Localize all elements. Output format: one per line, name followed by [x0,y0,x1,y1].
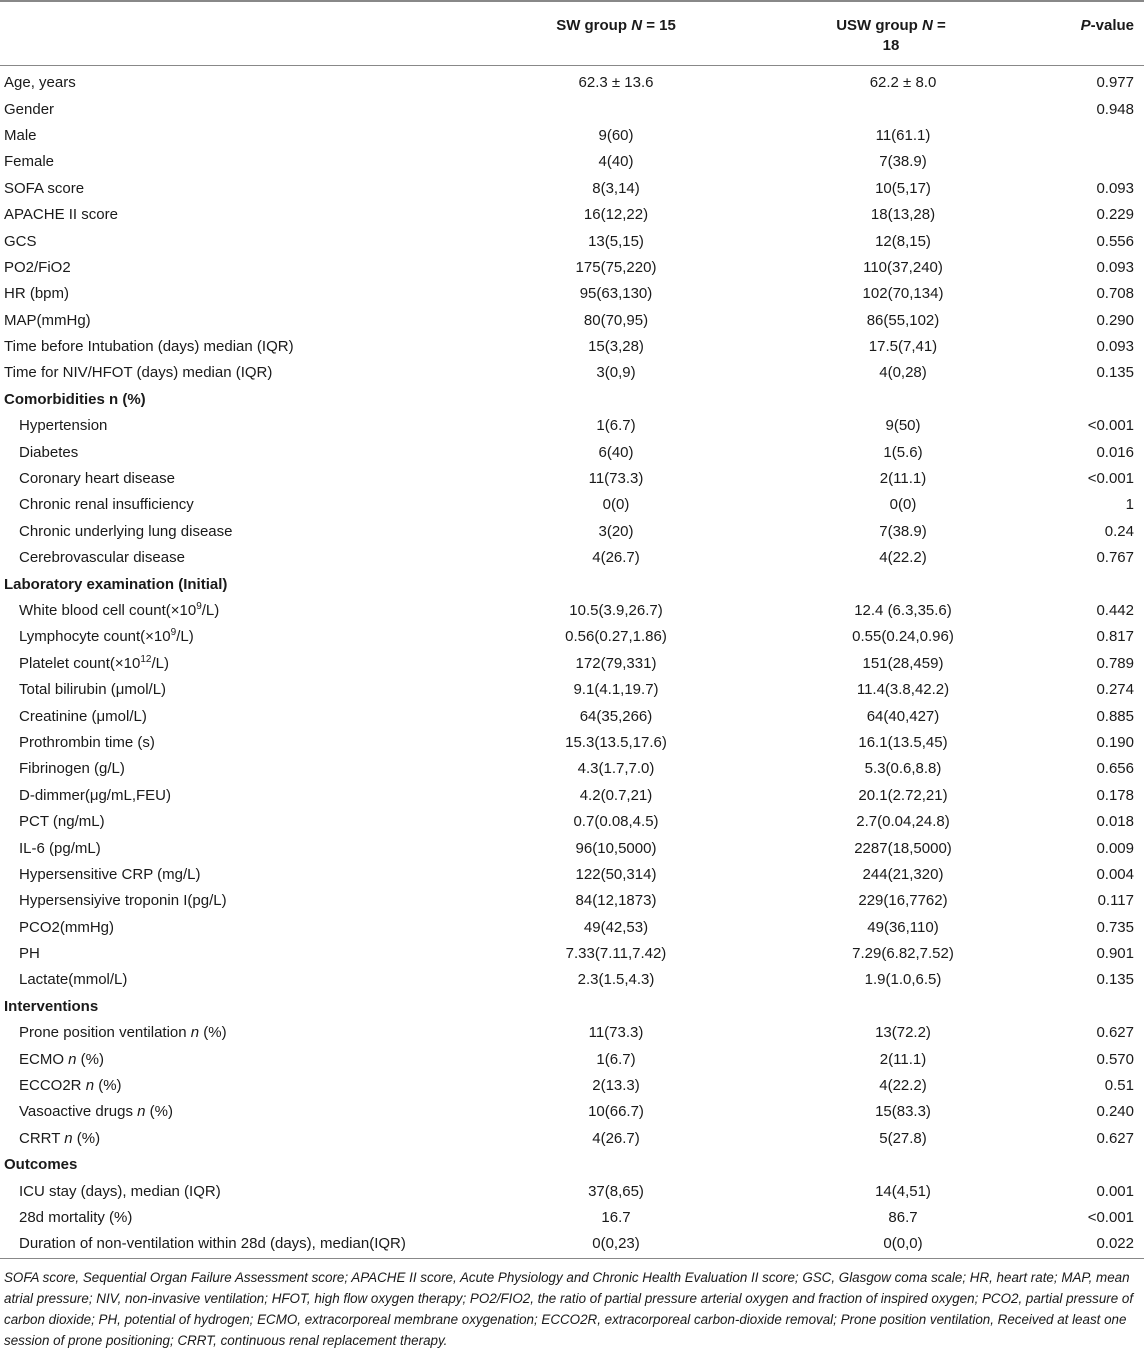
usw-value: 49(36,110) [867,918,939,936]
usw-value: 5(27.8) [879,1129,927,1147]
section-label: Laboratory examination (Initial) [4,575,228,593]
usw-value: 4(0,28) [879,364,927,382]
table-row [0,149,1144,175]
usw-value: 110(37,240) [863,258,943,276]
row-label: Female [4,153,55,171]
p-value: 0.016 [1096,443,1134,461]
row-label: APACHE II score [4,206,118,224]
p-value: <0.001 [1087,470,1134,488]
row-label: Total bilirubin (μmol/L) [19,681,167,699]
sw-value: 37(8,65) [588,1182,644,1200]
row-label: Vasoactive drugs n (%) [19,1103,173,1121]
usw-value: 0(0,0) [776,1231,1030,1258]
row-label: MAP(mmHg) [4,311,91,329]
sw-value: 2(13.3) [592,1077,640,1095]
usw-value: 11(61.1) [875,126,931,144]
table-row [0,941,1144,967]
row-label: Coronary heart disease [19,470,175,488]
sw-value: 84(12,1873) [575,892,657,910]
sw-value: 4(26.7) [592,549,640,567]
usw-value: 1(5.6) [883,443,923,461]
sw-value: 4.3(1.7,7.0) [577,760,655,778]
table-row [0,862,1144,888]
usw-value: 86(55,102) [866,311,940,329]
p-value: 0.627 [1096,1024,1134,1042]
p-value: 1 [1125,496,1134,514]
usw-value [776,387,1030,413]
table-row [0,308,1144,334]
table-row [0,123,1144,149]
p-value: 0.190 [1096,733,1134,751]
usw-value [776,571,1030,597]
usw-value: 151(28,459) [862,654,944,672]
row-label: Hypersensiyive troponin I(pg/L) [19,892,227,910]
row-label: Diabetes [19,443,79,461]
row-label: Chronic renal insufficiency [19,496,194,514]
sw-value: 3(20) [598,522,634,540]
p-value: 0.229 [1096,206,1134,224]
p-value: 0.093 [1096,338,1134,356]
usw-value: 10(5,17) [875,179,931,197]
usw-value: 4(22.2) [879,549,927,567]
usw-value: 15(83.3) [875,1103,931,1121]
p-value: 0.135 [1096,364,1134,382]
p-value: <0.001 [1087,417,1134,435]
row-label: Fibrinogen (g/L) [19,760,125,778]
p-value: 0.135 [1096,971,1134,989]
row-label: GCS [4,232,37,250]
row-label: PH [19,945,40,963]
table-row [0,228,1144,254]
row-label: Time before Intubation (days) median (IQR) [4,338,294,356]
sw-value: 122(50,314) [575,865,657,883]
table-footnote: SOFA score, Sequential Organ Failure Assessment score; APACHE II score, Acute Physiology and Chronic Health Evaluation II score; GSC, Glasgow coma scale; HR, heart rate; MAP, mean atrial pressure; NIV, non-invasive ventilation; HFOT, high flow oxygen therapy; PO2/FIO2, the ratio of partial pressure arterial oxygen and fraction of inspired oxygen; PCO2, partial pressure of carbon dioxide; PH, potential of hydrogen; ECMO, extracorporeal membrane oxygenation; ECCO2R, extracorporeal carbon-dioxide removal; Prone position ventilation, Received at least one session of prone positioning; CRRT, continuous renal replacement therapy. [4,1269,1134,1348]
p-value: 0.004 [1096,865,1134,883]
row-label: Chronic underlying lung disease [19,522,233,540]
sw-value: 0(0) [602,496,630,514]
table-row [0,334,1144,360]
usw-value [776,96,1030,122]
usw-value: 20.1(2.72,21) [858,786,948,804]
usw-value [776,1152,1030,1178]
usw-value: 0(0) [889,496,917,514]
usw-value [776,994,1030,1020]
p-value: 0.977 [1096,74,1134,92]
row-label: Hypersensitive CRP (mg/L) [19,865,201,883]
sw-value: 6(40) [598,443,634,461]
table-row [0,492,1144,518]
p-value: 0.009 [1096,839,1134,857]
usw-value: 11.4(3.8,42.2) [856,681,950,699]
p-value: 0.51 [1104,1077,1134,1095]
sw-value: 172(79,331) [575,654,657,672]
p-value [1030,387,1144,413]
table-row [0,466,1144,492]
p-value: 0.767 [1096,549,1134,567]
table-row [0,783,1144,809]
p-value [1030,149,1144,175]
row-label: Gender [4,100,55,118]
p-value: 0.656 [1096,760,1134,778]
section-label: Outcomes [4,1156,78,1174]
table-row [0,1099,1144,1125]
usw-value: 14(4,51) [875,1182,931,1200]
p-value: 0.178 [1096,786,1134,804]
row-label: Platelet $count(\times 10^{12}/L)$ [19,653,169,672]
p-value: 0.117 [1097,892,1134,910]
table-row [0,756,1144,782]
sw-value: 4.2(0.7,21) [579,786,653,804]
table-row [0,413,1144,439]
row-label: PCT (ng/mL) [19,813,105,831]
table-row [0,677,1144,703]
row-label: Prothrombin time (s) [19,733,155,751]
sw-value: 1(6.7) [596,417,636,435]
row-label: HR (bpm) [4,285,70,303]
sw-value: 1(6.7) [596,1050,636,1068]
sw-value: 80(70,95) [583,311,649,329]
table-row [0,1126,1144,1152]
row-label: CRRT n (%) [19,1129,101,1147]
sw-value: 10(66.7) [588,1103,644,1121]
table-row [0,1231,1144,1258]
row-label: ECMO n (%) [19,1050,105,1068]
sw-value: 175(75,220) [575,258,657,276]
sw-value [456,994,776,1020]
row-label: Prone position ventilation n (%) [19,1024,227,1042]
usw-value: 229(16,7762) [858,892,948,910]
p-value: 0.708 [1096,285,1134,303]
table-row [0,519,1144,545]
sw-value: 10.5(3.9,26.7) [569,602,663,619]
p-value: 0.627 [1096,1129,1134,1147]
table-row [0,1073,1144,1099]
header-variable [0,2,456,66]
sw-value [456,387,776,413]
usw-value: 1.9(1.0,6.5) [864,971,942,989]
sw-value: 64(35,266) [579,707,653,725]
p-value: 0.556 [1096,232,1134,250]
sw-value: 16.7 [601,1208,631,1226]
p-value: 0.018 [1096,813,1134,831]
usw-value: 4(22.2) [879,1077,927,1095]
usw-value: 12.4 (6.3,35.6) [854,602,952,619]
p-value: 0.735 [1096,918,1134,936]
row-label: Duration of non-ventilation within 28d (days), median(IQR) [0,1231,456,1258]
usw-value: 86.7 [888,1208,918,1226]
table-row [0,703,1144,729]
row-label: Lymphocyte $count(\times 10^9/L)$ [19,627,194,646]
table-row [0,281,1144,307]
row-label: ECCO2R n (%) [19,1077,122,1095]
usw-value: 62.2 ± 8.0 [869,74,937,92]
usw-value: 12(8,15) [875,232,931,250]
sw-value: 96(10,5000) [575,839,657,857]
section-header-row [0,994,1144,1020]
row-label: Hypertension [19,417,108,435]
p-value: 0.001 [1096,1182,1134,1200]
table-row [0,176,1144,202]
sw-value [456,571,776,597]
p-value: 0.817 [1096,628,1134,646]
sw-value: 8(3,14) [592,179,640,197]
p-value: 0.948 [1096,100,1134,118]
table-header [0,1,1144,66]
table-row [0,809,1144,835]
p-value: 0.789 [1096,654,1134,672]
row-label: D-dimmer(μg/mL,FEU) [19,786,171,804]
p-value: 0.274 [1096,681,1134,699]
table-row [0,545,1144,571]
row-label: Age, years [4,74,76,92]
usw-value: 18(13,28) [870,206,936,224]
section-header-row [0,1152,1144,1178]
sw-value: 11(73.3) [588,470,644,488]
p-value [1030,571,1144,597]
row-label: IL-6 (pg/mL) [19,839,101,857]
table-row [0,439,1144,465]
section-header-row [0,571,1144,597]
sw-value: 4(40) [598,153,634,171]
header-p-value: P-value [1030,2,1144,66]
header-sw-group: SW group N = 15 [456,2,776,66]
table-row [0,598,1144,624]
table-row [0,202,1144,228]
p-value: 0.290 [1096,311,1134,329]
p-value: 0.901 [1096,945,1134,963]
table-row [0,967,1144,993]
usw-value: 2(11.1) [879,470,927,488]
p-value: 0.093 [1096,258,1134,276]
row-label: Cerebrovascular disease [19,549,185,567]
sw-value: 15.3(13.5,17.6) [565,733,667,751]
sw-value: 62.3 ± 13.6 [578,74,654,92]
p-value: 0.885 [1096,707,1134,725]
row-label: PO2/FiO2 [4,258,71,276]
sw-value: 0.7(0.08,4.5) [573,813,659,831]
row-label: SOFA score [4,179,85,197]
sw-value: 13(5,15) [588,232,644,250]
p-value: 0.093 [1096,179,1134,197]
table-row [0,255,1144,281]
p-value: 0.022 [1030,1231,1144,1258]
sw-value: 2.3(1.5,4.3) [577,971,655,989]
usw-value: 5.3(0.6,8.8) [864,760,942,778]
row-label: Male [4,126,37,144]
table-row [0,651,1144,677]
usw-value: 13(72.2) [875,1024,931,1042]
row-label: PCO2(mmHg) [19,918,115,936]
p-value: 0.570 [1096,1050,1134,1068]
usw-value: 0.55(0.24,0.96) [852,628,954,646]
sw-value: 49(42,53) [583,918,649,936]
usw-value: 64(40,427) [866,707,940,725]
usw-value: 7(38.9) [879,522,927,540]
table-row [0,730,1144,756]
sw-value: 9.1(4.1,19.7) [573,681,659,699]
sw-value: 4(26.7) [592,1129,640,1147]
section-label: Interventions [4,997,99,1015]
usw-value: 7.29(6.82,7.52) [852,945,954,963]
usw-value: 244(21,320) [862,865,944,883]
p-value [1030,1152,1144,1178]
p-value: 0.442 [1096,602,1134,619]
sw-value [456,96,776,122]
table-row [0,1178,1144,1204]
p-value [1030,994,1144,1020]
table-row [0,835,1144,861]
p-value: <0.001 [1087,1208,1134,1226]
sw-value: 16(12,22) [583,206,649,224]
table-row [0,1205,1144,1231]
section-label: Comorbidities n (%) [4,390,146,408]
header-usw-group: USW group N = 18 [776,2,1030,66]
p-value: 0.24 [1104,522,1134,540]
sw-value [456,1152,776,1178]
sw-value: 15(3,28) [588,338,644,356]
p-value [1030,123,1144,149]
table-row [0,888,1144,914]
p-value: 0.240 [1096,1103,1134,1121]
table-row [0,96,1144,122]
sw-value: 0.56(0.27,1.86) [565,628,667,646]
row-label: White blood cell $count(\times 10^9/L)$ [19,601,220,619]
usw-value: 17.5(7,41) [868,338,938,356]
row-label: Lactate(mmol/L) [19,971,128,989]
sw-value: 3(0,9) [596,364,636,382]
usw-value: 2.7(0.04,24.8) [856,813,950,831]
sw-value: 0(0,23) [456,1231,776,1258]
table-row [0,1046,1144,1072]
row-label: Time for NIV/HFOT (days) median (IQR) [4,364,273,382]
sw-value: 95(63,130) [579,285,653,303]
usw-value: 9(50) [885,417,921,435]
table-row [0,624,1144,650]
usw-value: 16.1(13.5,45) [858,733,948,751]
usw-value: 102(70,134) [862,285,944,303]
row-label: ICU stay (days), median (IQR) [19,1182,221,1200]
section-header-row [0,387,1144,413]
row-label: 28d mortality (%) [19,1208,133,1226]
sw-value: 11(73.3) [588,1024,644,1042]
sw-value: 9(60) [598,126,634,144]
table-row [0,915,1144,941]
usw-value: 2(11.1) [879,1050,927,1068]
table-row [0,360,1144,386]
table-row [0,66,1144,97]
usw-value: 2287(18,5000) [854,839,952,857]
row-label: Creatinine (μmol/L) [19,707,147,725]
table-body [0,66,1144,1259]
usw-value: 7(38.9) [879,153,927,171]
sw-value: 7.33(7.11,7.42) [565,945,667,963]
table-row [0,1020,1144,1046]
